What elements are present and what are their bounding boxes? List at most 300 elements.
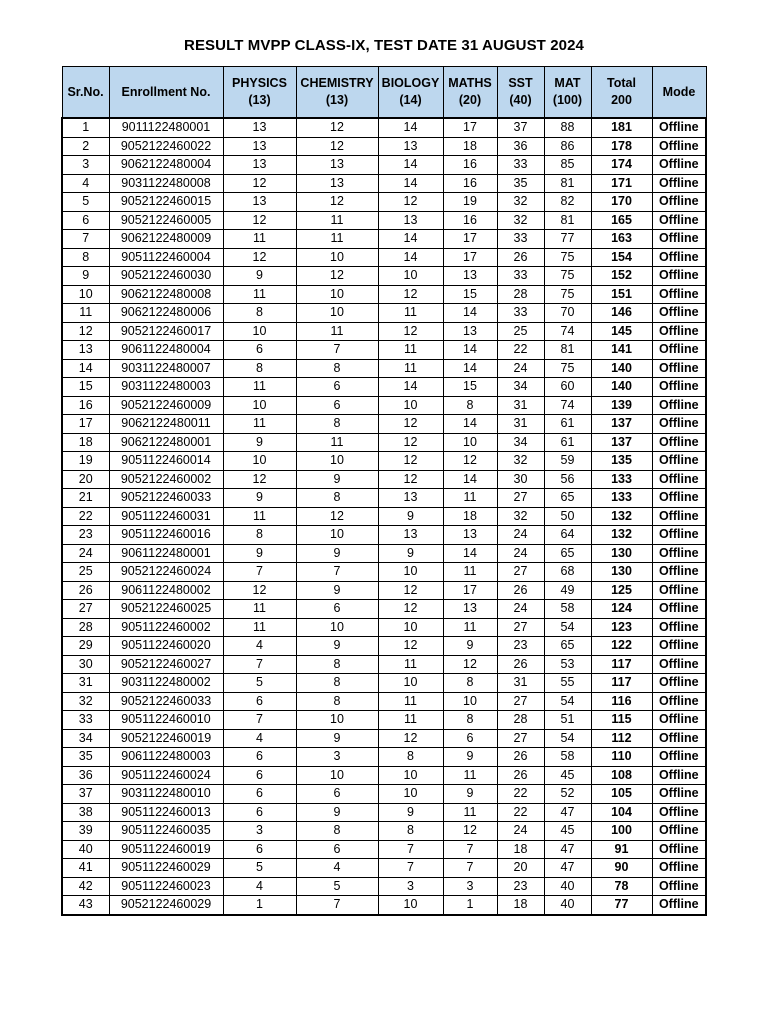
- cell-biology: 14: [378, 118, 443, 137]
- cell-enroll: 9062122480001: [109, 433, 223, 452]
- cell-physics: 6: [223, 748, 296, 767]
- cell-physics: 8: [223, 304, 296, 323]
- cell-maths: 3: [443, 877, 497, 896]
- column-header-chemistry: [296, 67, 378, 119]
- column-header-label: BIOLOGY: [381, 76, 440, 90]
- cell-mode: Offline: [652, 452, 706, 471]
- cell-maths: 13: [443, 600, 497, 619]
- cell-physics: 12: [223, 248, 296, 267]
- cell-mode: Offline: [652, 378, 706, 397]
- cell-sst: 18: [497, 896, 544, 915]
- cell-chemistry: 11: [296, 322, 378, 341]
- cell-mode: Offline: [652, 248, 706, 267]
- cell-maths: 8: [443, 396, 497, 415]
- cell-biology: 14: [378, 174, 443, 193]
- column-header-label: Enrollment No.: [121, 84, 211, 99]
- table-row: [62, 618, 706, 637]
- cell-total: 104: [591, 803, 652, 822]
- cell-chemistry: 9: [296, 544, 378, 563]
- cell-physics: 8: [223, 359, 296, 378]
- cell-enroll: 9062122480008: [109, 285, 223, 304]
- cell-chemistry: 6: [296, 600, 378, 619]
- cell-maths: 18: [443, 137, 497, 156]
- table-row: [62, 840, 706, 859]
- column-header-label: CHEMISTRY: [300, 76, 374, 90]
- cell-enroll: 9052122460017: [109, 322, 223, 341]
- cell-sst: 22: [497, 341, 544, 360]
- cell-maths: 7: [443, 840, 497, 859]
- cell-maths: 11: [443, 563, 497, 582]
- cell-biology: 9: [378, 507, 443, 526]
- cell-mode: Offline: [652, 600, 706, 619]
- cell-maths: 11: [443, 803, 497, 822]
- cell-enroll: 9061122480003: [109, 748, 223, 767]
- column-header-label: SST: [508, 76, 533, 90]
- column-header-physics: [223, 67, 296, 119]
- cell-physics: 9: [223, 544, 296, 563]
- table-row: [62, 248, 706, 267]
- cell-total: 174: [591, 156, 652, 175]
- cell-mode: Offline: [652, 470, 706, 489]
- cell-mat: 82: [544, 193, 591, 212]
- cell-biology: 3: [378, 877, 443, 896]
- cell-srno: 21: [62, 489, 109, 508]
- cell-biology: 12: [378, 637, 443, 656]
- cell-sst: 24: [497, 544, 544, 563]
- cell-sst: 32: [497, 452, 544, 471]
- cell-enroll: 9052122460009: [109, 396, 223, 415]
- cell-mat: 58: [544, 748, 591, 767]
- cell-enroll: 9052122460002: [109, 470, 223, 489]
- cell-total: 117: [591, 674, 652, 693]
- cell-physics: 11: [223, 378, 296, 397]
- cell-enroll: 9052122460025: [109, 600, 223, 619]
- cell-maths: 10: [443, 692, 497, 711]
- cell-mat: 81: [544, 174, 591, 193]
- cell-total: 135: [591, 452, 652, 471]
- cell-srno: 3: [62, 156, 109, 175]
- cell-biology: 10: [378, 766, 443, 785]
- cell-mat: 53: [544, 655, 591, 674]
- cell-physics: 10: [223, 452, 296, 471]
- table-row: [62, 785, 706, 804]
- cell-sst: 26: [497, 766, 544, 785]
- table-row: [62, 433, 706, 452]
- table-row: [62, 267, 706, 286]
- cell-maths: 13: [443, 267, 497, 286]
- cell-enroll: 9031122480002: [109, 674, 223, 693]
- cell-chemistry: 6: [296, 396, 378, 415]
- cell-biology: 12: [378, 415, 443, 434]
- cell-total: 171: [591, 174, 652, 193]
- cell-srno: 33: [62, 711, 109, 730]
- cell-mode: Offline: [652, 137, 706, 156]
- table-row: [62, 729, 706, 748]
- cell-enroll: 9052122460015: [109, 193, 223, 212]
- table-row: [62, 304, 706, 323]
- cell-srno: 15: [62, 378, 109, 397]
- cell-biology: 7: [378, 859, 443, 878]
- cell-chemistry: 6: [296, 378, 378, 397]
- cell-mat: 65: [544, 544, 591, 563]
- cell-srno: 12: [62, 322, 109, 341]
- table-row: [62, 526, 706, 545]
- cell-physics: 6: [223, 692, 296, 711]
- cell-sst: 24: [497, 526, 544, 545]
- cell-srno: 27: [62, 600, 109, 619]
- cell-srno: 38: [62, 803, 109, 822]
- table-row: [62, 193, 706, 212]
- cell-maths: 9: [443, 637, 497, 656]
- cell-sst: 26: [497, 748, 544, 767]
- cell-mode: Offline: [652, 896, 706, 915]
- cell-biology: 10: [378, 396, 443, 415]
- column-header-sublabel: (13): [325, 93, 349, 107]
- table-row: [62, 692, 706, 711]
- cell-physics: 4: [223, 729, 296, 748]
- result-table: [61, 66, 707, 916]
- cell-srno: 2: [62, 137, 109, 156]
- cell-chemistry: 13: [296, 156, 378, 175]
- cell-maths: 12: [443, 452, 497, 471]
- cell-maths: 17: [443, 248, 497, 267]
- cell-sst: 36: [497, 137, 544, 156]
- cell-chemistry: 8: [296, 655, 378, 674]
- cell-mode: Offline: [652, 193, 706, 212]
- table-row: [62, 415, 706, 434]
- cell-srno: 4: [62, 174, 109, 193]
- cell-mode: Offline: [652, 507, 706, 526]
- cell-mode: Offline: [652, 692, 706, 711]
- cell-sst: 25: [497, 322, 544, 341]
- cell-physics: 11: [223, 230, 296, 249]
- cell-maths: 14: [443, 544, 497, 563]
- cell-biology: 10: [378, 618, 443, 637]
- table-row: [62, 581, 706, 600]
- cell-mode: Offline: [652, 840, 706, 859]
- table-row: [62, 118, 706, 137]
- cell-physics: 12: [223, 470, 296, 489]
- cell-enroll: 9051122460024: [109, 766, 223, 785]
- cell-enroll: 9052122460022: [109, 137, 223, 156]
- cell-physics: 5: [223, 859, 296, 878]
- cell-mode: Offline: [652, 526, 706, 545]
- cell-mode: Offline: [652, 433, 706, 452]
- cell-physics: 10: [223, 396, 296, 415]
- cell-mat: 47: [544, 803, 591, 822]
- cell-biology: 12: [378, 285, 443, 304]
- cell-physics: 13: [223, 156, 296, 175]
- cell-biology: 10: [378, 674, 443, 693]
- cell-physics: 9: [223, 267, 296, 286]
- cell-srno: 31: [62, 674, 109, 693]
- cell-enroll: 9031122480008: [109, 174, 223, 193]
- cell-srno: 18: [62, 433, 109, 452]
- cell-physics: 11: [223, 600, 296, 619]
- cell-enroll: 9062122480009: [109, 230, 223, 249]
- cell-enroll: 9052122460030: [109, 267, 223, 286]
- cell-mat: 45: [544, 766, 591, 785]
- cell-maths: 16: [443, 211, 497, 230]
- table-row: [62, 341, 706, 360]
- cell-srno: 20: [62, 470, 109, 489]
- cell-maths: 10: [443, 433, 497, 452]
- cell-mode: Offline: [652, 304, 706, 323]
- cell-enroll: 9062122480011: [109, 415, 223, 434]
- cell-total: 140: [591, 378, 652, 397]
- cell-physics: 10: [223, 322, 296, 341]
- cell-maths: 17: [443, 581, 497, 600]
- cell-maths: 8: [443, 711, 497, 730]
- cell-total: 141: [591, 341, 652, 360]
- cell-mode: Offline: [652, 118, 706, 137]
- cell-srno: 34: [62, 729, 109, 748]
- cell-enroll: 9052122460029: [109, 896, 223, 915]
- cell-sst: 24: [497, 359, 544, 378]
- cell-physics: 11: [223, 415, 296, 434]
- cell-srno: 6: [62, 211, 109, 230]
- cell-srno: 7: [62, 230, 109, 249]
- column-header-label: Mode: [662, 84, 696, 99]
- cell-chemistry: 7: [296, 341, 378, 360]
- table-row: [62, 452, 706, 471]
- column-header-sublabel: (20): [458, 93, 482, 107]
- cell-srno: 43: [62, 896, 109, 915]
- cell-total: 145: [591, 322, 652, 341]
- cell-sst: 22: [497, 785, 544, 804]
- cell-mat: 70: [544, 304, 591, 323]
- cell-mode: Offline: [652, 359, 706, 378]
- cell-total: 165: [591, 211, 652, 230]
- cell-physics: 6: [223, 785, 296, 804]
- cell-total: 112: [591, 729, 652, 748]
- cell-sst: 32: [497, 193, 544, 212]
- cell-total: 130: [591, 563, 652, 582]
- column-header-label: PHYSICS: [232, 76, 287, 90]
- cell-sst: 32: [497, 507, 544, 526]
- cell-biology: 9: [378, 544, 443, 563]
- cell-maths: 1: [443, 896, 497, 915]
- cell-chemistry: 12: [296, 137, 378, 156]
- cell-mat: 47: [544, 840, 591, 859]
- cell-sst: 32: [497, 211, 544, 230]
- cell-physics: 12: [223, 211, 296, 230]
- cell-maths: 11: [443, 618, 497, 637]
- table-row: [62, 600, 706, 619]
- cell-biology: 10: [378, 267, 443, 286]
- cell-chemistry: 3: [296, 748, 378, 767]
- table-row: [62, 230, 706, 249]
- table-row: [62, 211, 706, 230]
- cell-mode: Offline: [652, 618, 706, 637]
- cell-mode: Offline: [652, 341, 706, 360]
- cell-sst: 28: [497, 285, 544, 304]
- cell-enroll: 9051122460014: [109, 452, 223, 471]
- cell-biology: 10: [378, 785, 443, 804]
- cell-total: 163: [591, 230, 652, 249]
- column-header-mat: [544, 67, 591, 119]
- cell-sst: 28: [497, 711, 544, 730]
- table-body: [62, 118, 706, 915]
- cell-chemistry: 11: [296, 230, 378, 249]
- cell-maths: 13: [443, 526, 497, 545]
- cell-total: 110: [591, 748, 652, 767]
- cell-physics: 6: [223, 766, 296, 785]
- cell-total: 90: [591, 859, 652, 878]
- cell-biology: 14: [378, 378, 443, 397]
- cell-mode: Offline: [652, 544, 706, 563]
- cell-chemistry: 10: [296, 618, 378, 637]
- cell-mat: 75: [544, 248, 591, 267]
- cell-total: 146: [591, 304, 652, 323]
- cell-mode: Offline: [652, 563, 706, 582]
- table-row: [62, 859, 706, 878]
- cell-enroll: 9051122460010: [109, 711, 223, 730]
- cell-mat: 59: [544, 452, 591, 471]
- cell-mode: Offline: [652, 415, 706, 434]
- cell-srno: 14: [62, 359, 109, 378]
- cell-total: 91: [591, 840, 652, 859]
- cell-enroll: 9052122460019: [109, 729, 223, 748]
- cell-enroll: 9052122460027: [109, 655, 223, 674]
- cell-chemistry: 7: [296, 896, 378, 915]
- cell-mat: 74: [544, 322, 591, 341]
- cell-mat: 55: [544, 674, 591, 693]
- column-header-label: Total: [607, 76, 636, 90]
- cell-enroll: 9051122460020: [109, 637, 223, 656]
- cell-total: 115: [591, 711, 652, 730]
- cell-mat: 68: [544, 563, 591, 582]
- cell-total: 133: [591, 470, 652, 489]
- cell-biology: 12: [378, 729, 443, 748]
- cell-srno: 29: [62, 637, 109, 656]
- cell-maths: 15: [443, 378, 497, 397]
- cell-mat: 61: [544, 433, 591, 452]
- column-header-enroll: [109, 67, 223, 119]
- cell-total: 132: [591, 507, 652, 526]
- cell-chemistry: 5: [296, 877, 378, 896]
- cell-total: 108: [591, 766, 652, 785]
- cell-chemistry: 6: [296, 785, 378, 804]
- cell-sst: 20: [497, 859, 544, 878]
- cell-biology: 8: [378, 822, 443, 841]
- cell-total: 170: [591, 193, 652, 212]
- cell-biology: 11: [378, 359, 443, 378]
- cell-sst: 26: [497, 248, 544, 267]
- cell-mat: 60: [544, 378, 591, 397]
- cell-mat: 61: [544, 415, 591, 434]
- cell-mode: Offline: [652, 877, 706, 896]
- cell-srno: 37: [62, 785, 109, 804]
- cell-chemistry: 10: [296, 452, 378, 471]
- cell-srno: 13: [62, 341, 109, 360]
- cell-biology: 12: [378, 581, 443, 600]
- cell-mat: 64: [544, 526, 591, 545]
- cell-mat: 47: [544, 859, 591, 878]
- cell-srno: 39: [62, 822, 109, 841]
- cell-maths: 17: [443, 230, 497, 249]
- cell-mode: Offline: [652, 674, 706, 693]
- cell-chemistry: 11: [296, 433, 378, 452]
- table-row: [62, 711, 706, 730]
- table-row: [62, 507, 706, 526]
- cell-mat: 45: [544, 822, 591, 841]
- cell-chemistry: 8: [296, 674, 378, 693]
- cell-sst: 33: [497, 230, 544, 249]
- column-header-sublabel: (13): [248, 93, 271, 107]
- cell-mode: Offline: [652, 729, 706, 748]
- cell-physics: 6: [223, 840, 296, 859]
- cell-enroll: 9051122460035: [109, 822, 223, 841]
- cell-enroll: 9061122480004: [109, 341, 223, 360]
- cell-biology: 10: [378, 896, 443, 915]
- cell-sst: 24: [497, 822, 544, 841]
- cell-enroll: 9011122480001: [109, 118, 223, 137]
- cell-mat: 58: [544, 600, 591, 619]
- column-header-sublabel: 200: [611, 93, 632, 107]
- cell-mode: Offline: [652, 655, 706, 674]
- cell-physics: 6: [223, 341, 296, 360]
- cell-mode: Offline: [652, 156, 706, 175]
- cell-sst: 34: [497, 433, 544, 452]
- column-header-label: MAT: [554, 76, 581, 90]
- cell-enroll: 9051122460023: [109, 877, 223, 896]
- cell-mat: 74: [544, 396, 591, 415]
- table-row: [62, 766, 706, 785]
- cell-total: 117: [591, 655, 652, 674]
- cell-maths: 8: [443, 674, 497, 693]
- cell-chemistry: 8: [296, 692, 378, 711]
- cell-mode: Offline: [652, 174, 706, 193]
- table-row: [62, 896, 706, 915]
- cell-maths: 16: [443, 174, 497, 193]
- cell-enroll: 9031122480010: [109, 785, 223, 804]
- cell-chemistry: 12: [296, 118, 378, 137]
- cell-mode: Offline: [652, 766, 706, 785]
- cell-sst: 24: [497, 600, 544, 619]
- cell-chemistry: 4: [296, 859, 378, 878]
- cell-sst: 23: [497, 877, 544, 896]
- column-header-srno: [62, 67, 109, 119]
- cell-physics: 11: [223, 285, 296, 304]
- cell-mode: Offline: [652, 637, 706, 656]
- cell-maths: 14: [443, 359, 497, 378]
- cell-mode: Offline: [652, 822, 706, 841]
- cell-maths: 9: [443, 785, 497, 804]
- cell-physics: 12: [223, 581, 296, 600]
- cell-sst: 31: [497, 674, 544, 693]
- cell-chemistry: 9: [296, 637, 378, 656]
- cell-maths: 11: [443, 766, 497, 785]
- cell-physics: 6: [223, 803, 296, 822]
- cell-enroll: 9051122460013: [109, 803, 223, 822]
- cell-sst: 35: [497, 174, 544, 193]
- cell-physics: 4: [223, 877, 296, 896]
- cell-srno: 40: [62, 840, 109, 859]
- cell-chemistry: 8: [296, 489, 378, 508]
- cell-maths: 14: [443, 470, 497, 489]
- cell-physics: 4: [223, 637, 296, 656]
- cell-mat: 50: [544, 507, 591, 526]
- cell-biology: 14: [378, 156, 443, 175]
- cell-sst: 31: [497, 396, 544, 415]
- cell-total: 151: [591, 285, 652, 304]
- cell-total: 124: [591, 600, 652, 619]
- table-row: [62, 174, 706, 193]
- cell-total: 178: [591, 137, 652, 156]
- cell-physics: 13: [223, 118, 296, 137]
- cell-enroll: 9051122460019: [109, 840, 223, 859]
